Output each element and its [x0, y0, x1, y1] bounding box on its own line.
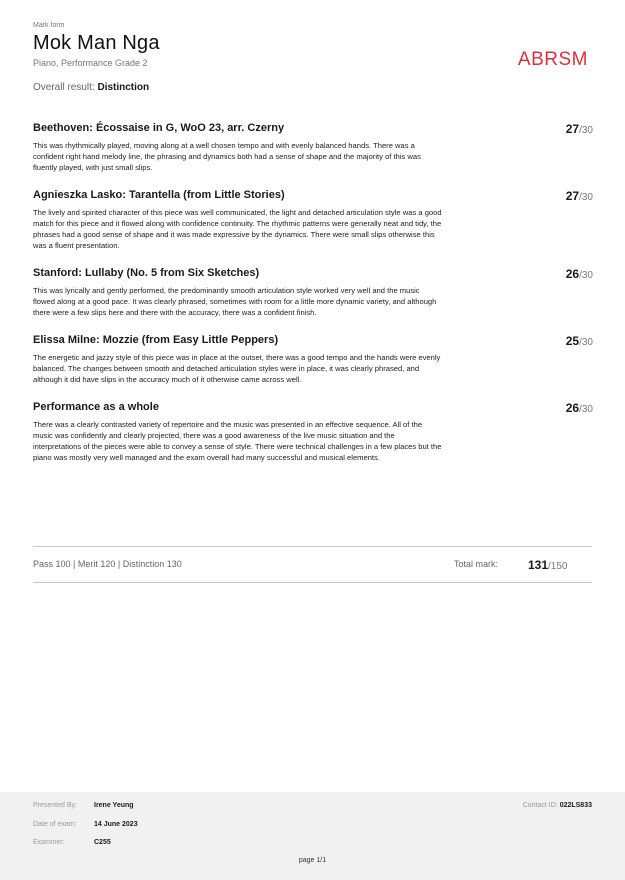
assessment-sections: [33, 118, 593, 475]
section-mark: [566, 267, 593, 281]
mark-value: 26: [565, 401, 580, 415]
section-title: Beethoven: Écossaise in G, WoO 23, arr. Czerny: [33, 122, 285, 134]
section-comment: The energetic and jazzy style of this piece was in place at the outset, there was a good tempo and the hands were evenly balanced. The changes between smooth and detached articulation styles were in place, it was clearly phrased, and although it did have slips in the accuracy much of it otherwise came across well.: [33, 353, 441, 384]
presented-by-label: Presented By:: [33, 802, 77, 809]
section-piece-3: [33, 263, 593, 318]
section-mark: [566, 334, 593, 348]
section-performance-whole: [33, 397, 593, 463]
exam-date-value: 14 June 2023: [94, 821, 138, 828]
abrsm-logo: ABRSM: [517, 49, 588, 70]
section-piece-2: [33, 185, 593, 251]
section-mark: [566, 401, 593, 415]
section-title: Elissa Milne: Mozzie (from Easy Little Peppers): [33, 334, 279, 346]
section-comment: This was rhythmically played, moving along at a well chosen tempo and with evenly balanced hands. There was a confident right hand melody line, the phrasing and dynamics both had a sense of shape and the majority of this was fluently played, with just small slips.: [33, 141, 421, 172]
presented-by-value: Irene Yeung: [94, 802, 134, 809]
exam-subtitle: Piano, Performance Grade 2: [33, 58, 148, 68]
total-mark-label: Total mark:: [454, 559, 499, 569]
mark-value: 26: [565, 267, 580, 281]
mark-out-of: /30: [579, 270, 593, 281]
mark-out-of: /30: [579, 125, 593, 136]
section-comment: This was lyrically and gently performed, the predominantly smooth articulation style worked very well and the music flowed along at a good pace. It was clearly phrased, sometimes with room for a little more dynamic variety, and although there were a few slips here and there with the accuracy, there was a confident finish.: [33, 286, 437, 317]
examiner-value: C255: [94, 839, 111, 846]
candidate-name: Mok Man Nga: [33, 32, 160, 54]
total-mark-value: 131: [528, 558, 549, 572]
section-comment: There was a clearly contrasted variety of repertoire and the music was presented in an effective sequence. All of the music was confidently and clearly projected, there was a good awareness of the live music situation and the interpretations of the pieces were able to convey a sense of style. There were technical challenges in a few places but the piano was mostly very well managed and the exam overall had many successful and musical elements.: [33, 420, 442, 462]
mark-value: 27: [565, 122, 580, 136]
section-piece-1: [33, 118, 593, 173]
mark-out-of: /30: [579, 337, 593, 348]
contact-id: [523, 802, 592, 809]
exam-date: [33, 821, 138, 828]
total-mark-out-of: /150: [548, 561, 568, 572]
section-piece-4: [33, 330, 593, 385]
section-comment: The lively and spirited character of this piece was well communicated, the light and detached articulation style was a good match for this piece and it flowed along with confidence continuity. The rhythmic patterns were generally neat and tidy, the phrases had a good sense of shape and it was made expressive by the dynamics. There were small slips otherwise this was a fluent presentation.: [33, 208, 442, 250]
mark-value: 25: [565, 334, 580, 348]
form-label: Mark form: [33, 22, 65, 29]
section-title: Agnieszka Lasko: Tarantella (from Little Stories): [33, 189, 285, 201]
mark-out-of: /30: [579, 404, 593, 415]
overall-result-label: Overall result:: [33, 82, 95, 93]
total-mark: [528, 558, 592, 572]
grade-thresholds: Pass 100 | Merit 120 | Distinction 130: [33, 559, 182, 569]
section-mark: [566, 189, 593, 203]
presented-by: [33, 802, 134, 809]
contact-id-value: 022LS833: [559, 802, 592, 809]
exam-footer: [0, 792, 625, 880]
mark-out-of: /30: [579, 192, 593, 203]
mark-value: 27: [565, 189, 580, 203]
total-mark-bar: [33, 546, 592, 583]
section-title: Stanford: Lullaby (No. 5 from Six Sketches): [33, 267, 260, 279]
overall-result-value: Distinction: [97, 82, 150, 93]
contact-id-label: Contact ID:: [522, 802, 558, 809]
exam-date-label: Date of exam:: [33, 821, 77, 828]
section-mark: [566, 122, 593, 136]
mark-form-header: [33, 22, 592, 102]
examiner: [33, 839, 111, 846]
section-title: Performance as a whole: [33, 401, 159, 413]
page-number: page 1/1: [298, 857, 327, 864]
overall-result: [33, 82, 592, 93]
examiner-label: Examiner:: [33, 839, 65, 846]
